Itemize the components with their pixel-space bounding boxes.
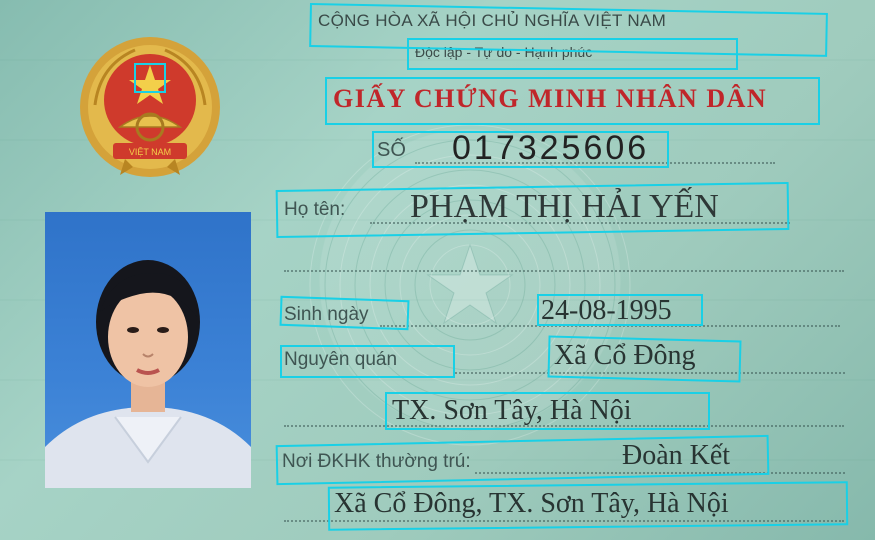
motto-heading: Độc lập - Tự do - Hạnh phúc	[415, 44, 593, 60]
id-number-label: SỐ	[377, 139, 406, 161]
highlight-box-residence-line2	[328, 481, 848, 530]
origin-value: Xã Cổ Đông	[554, 340, 696, 371]
highlight-box-origin-label	[280, 345, 455, 378]
origin-value-line2: TX. Sơn Tây, Hà Nội	[392, 395, 632, 426]
watermark-star-icon	[428, 245, 512, 323]
dob-label: Sinh ngày	[284, 304, 369, 325]
emblem-ribbon: VIỆT NAM	[128, 147, 172, 157]
vietnam-national-emblem-icon	[75, 35, 225, 185]
portrait-photo	[45, 212, 251, 488]
id-number-value: 017325606	[452, 129, 650, 167]
name-label: Họ tên:	[284, 199, 346, 220]
highlight-box-id	[372, 131, 669, 168]
dob-value: 24-08-1995	[541, 295, 672, 326]
residence-value: Đoàn Kết	[622, 440, 731, 471]
empty-dotline	[284, 270, 844, 272]
document-title: GIẤY CHỨNG MINH NHÂN DÂN	[333, 84, 768, 113]
highlight-box-origin-line2	[385, 392, 710, 430]
origin-label: Nguyên quán	[284, 349, 398, 370]
highlight-box-motto	[407, 38, 738, 70]
highlight-box-dob-label	[280, 296, 410, 330]
country-heading: CỘNG HÒA XÃ HỘI CHỦ NGHĨA VIỆT NAM	[318, 11, 667, 30]
highlight-box-dob-value	[537, 294, 703, 326]
highlight-box-emblem-star	[134, 63, 166, 93]
highlight-box-name	[276, 182, 790, 238]
residence-label: Nơi ĐKHK thường trú:	[282, 451, 471, 472]
portrait-photo-icon	[45, 212, 251, 488]
residence-value-line2: Xã Cổ Đông, TX. Sơn Tây, Hà Nội	[334, 488, 729, 519]
name-value: PHẠM THỊ HẢI YẾN	[410, 188, 719, 225]
highlight-box-title	[325, 77, 820, 125]
highlight-box-origin-value	[547, 335, 741, 382]
